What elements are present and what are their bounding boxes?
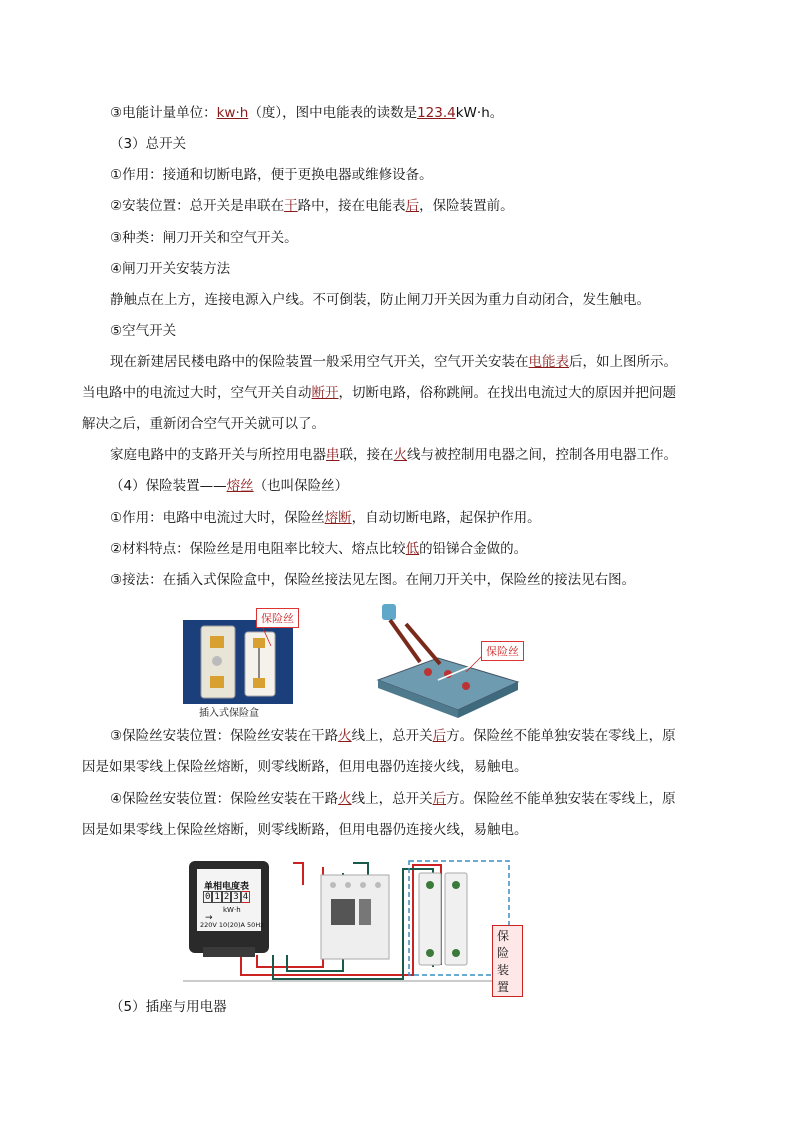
text-line-7: 静触点在上方，连接电源入户线。不可倒装，防止闸刀开关因为重力自动闭合，发生触电。 <box>110 292 650 308</box>
answer: 熔丝 <box>226 478 254 494</box>
text: ，切断电路，俗称跳闸。在找出电流过大的原因并把问题 <box>338 385 676 401</box>
meter-digit: 1 <box>214 892 220 902</box>
meter-spec: 220V 10(20)A 50Hz <box>200 921 264 929</box>
text: ③保险丝安装位置：保险丝安装在干路 <box>110 728 339 744</box>
meter-digit: 4 <box>242 892 249 902</box>
heading-socket: （5）插座与用电器 <box>110 999 227 1015</box>
answer: 干 <box>284 198 298 214</box>
text-line-10 <box>82 383 676 403</box>
text: ②材料特点：保险丝是用电阻率比较大、熔点比较 <box>110 541 406 557</box>
text: kW·h。 <box>455 105 504 121</box>
text-line-1 <box>110 103 503 123</box>
answer: 串 <box>326 447 340 463</box>
text-line-9 <box>110 352 677 372</box>
text-line-18: 因是如果零线上保险丝熔断，则零线断路，但用电器仍连接火线，易触电。 <box>82 759 528 775</box>
text-line-11: 解决之后，重新闭合空气开关就可以了。 <box>82 416 325 432</box>
text-line-16: ③接法：在插入式保险盒中，保险丝接法见左图。在闸刀开关中，保险丝的接法见右图。 <box>110 572 636 588</box>
answer: 低 <box>405 541 420 557</box>
meter-digit: 0 <box>205 892 211 902</box>
fuse-box-label: 保险丝 <box>256 608 299 628</box>
protection-label: 保险装置 <box>492 925 523 997</box>
text: ②安装位置：总开关是串联在 <box>110 198 285 214</box>
heading-main-switch: （3）总开关 <box>110 136 187 152</box>
text-line-19 <box>110 789 676 809</box>
text: 线上，总开关 <box>351 728 433 744</box>
text: 方。保险丝不能单独安装在零线上，原 <box>446 791 676 807</box>
text: ①作用：电路中电流过大时，保险丝 <box>110 510 325 526</box>
answer: 电能表 <box>528 354 569 370</box>
text: 线上，总开关 <box>351 791 433 807</box>
text: 联，接在 <box>339 447 394 463</box>
text: 方。保险丝不能单独安装在零线上，原 <box>446 728 676 744</box>
knife-switch-label: 保险丝 <box>481 641 524 661</box>
text: ③电能计量单位： <box>110 105 217 121</box>
answer: 火 <box>338 728 352 744</box>
heading-fuse <box>110 476 348 496</box>
text: 线与被控制用电器之间，控制各用电器工作。 <box>407 447 677 463</box>
text: 现在新建居民楼电路中的保险装置一般采用空气开关，空气开关安装在 <box>110 354 529 370</box>
answer: 火 <box>393 447 407 463</box>
text-line-20: 因是如果零线上保险丝熔断，则零线断路，但用电器仍连接火线，易触电。 <box>82 822 528 838</box>
text-line-8: ⑤空气开关 <box>110 323 177 339</box>
text: （度），图中电能表的读数是 <box>248 105 418 121</box>
text: 当电路中的电流过大时，空气开关自动 <box>82 385 312 401</box>
knife-switch-figure <box>368 600 528 720</box>
text: ，保险装置前。 <box>419 198 514 214</box>
text-line-12 <box>110 445 677 465</box>
answer: 熔断 <box>324 510 352 526</box>
answer: 后 <box>432 791 447 807</box>
text: （也叫保险丝） <box>253 478 349 494</box>
text-line-15 <box>110 539 527 559</box>
text-line-3: ①作用：接通和切断电路，便于更换电器或维修设备。 <box>110 167 433 183</box>
meter-title: 单相电度表 <box>204 882 250 892</box>
text-line-5: ③种类：闸刀开关和空气开关。 <box>110 230 298 246</box>
text: 家庭电路中的支路开关与所控用电器 <box>110 447 326 463</box>
text-line-14 <box>110 508 541 528</box>
answer: 后 <box>432 728 447 744</box>
text: ④保险丝安装位置：保险丝安装在干路 <box>110 791 339 807</box>
text-line-17 <box>110 726 676 746</box>
answer: 断开 <box>311 385 339 401</box>
meter-unit: kW·h <box>223 906 241 914</box>
answer: 火 <box>338 791 352 807</box>
answer: kw·h <box>216 105 249 121</box>
text: 路中，接在电能表 <box>297 198 406 214</box>
circuit-figure <box>183 855 523 994</box>
text: 的铅锑合金做的。 <box>419 541 528 557</box>
text-line-4 <box>110 196 514 216</box>
meter-digit: 2 <box>223 892 230 902</box>
meter-digit: 3 <box>233 892 239 902</box>
text: （4）保险装置—— <box>110 478 227 494</box>
fuse-box-figure <box>183 606 301 718</box>
text: ，自动切断电路，起保护作用。 <box>351 510 541 526</box>
answer: 123.4 <box>417 105 456 121</box>
text: 后，如上图所示。 <box>569 354 677 370</box>
meter-arrow-icon: → <box>205 913 213 923</box>
answer: 后 <box>405 198 420 214</box>
text-line-6: ④闸刀开关安装方法 <box>110 261 231 277</box>
fuse-box-caption: 插入式保险盒 <box>199 708 259 719</box>
circuit-image <box>183 855 523 983</box>
meter-digits <box>203 892 250 902</box>
